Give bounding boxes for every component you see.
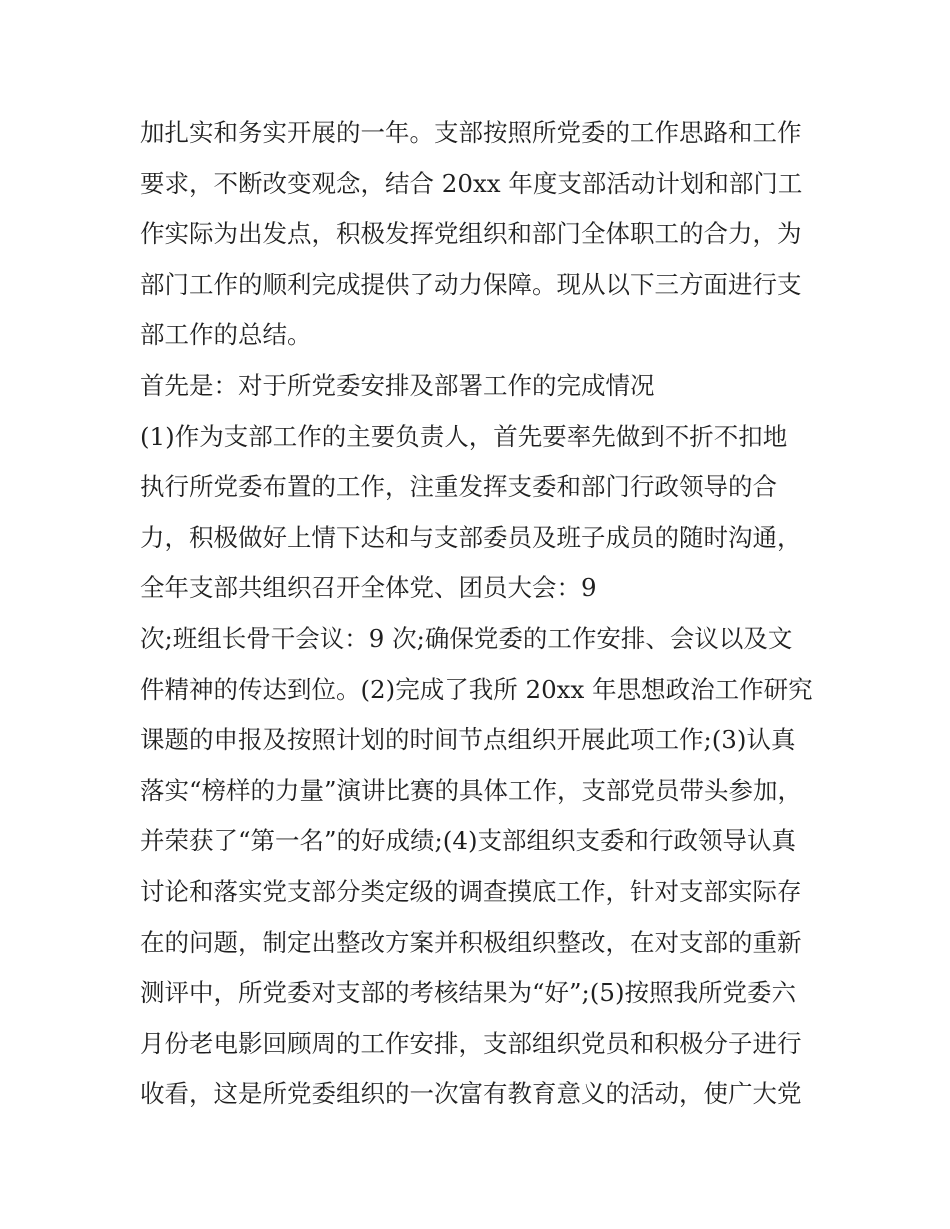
text-line-16: 讨论和落实党支部分类定级的调查摸底工作，针对支部实际存 (140, 876, 802, 906)
text-line-12: 件精神的传达到位。(2)完成了我所 20xx 年思想政治工作研究 (140, 674, 813, 704)
body-text (140, 108, 830, 1120)
section-heading: 首先是：对于所党委安排及部署工作的完成情况 (140, 370, 655, 400)
text-line-18: 测评中，所党委对支部的考核结果为“好”;(5)按照我所党委六 (140, 978, 797, 1008)
text-line-7: (1)作为支部工作的主要负责人，首先要率先做到不折不扣地 (140, 421, 788, 451)
text-line-13: 课题的申报及按照计划的时间节点组织开展此项工作;(3)认真 (140, 725, 796, 755)
text-line-3: 作实际为出发点，积极发挥党组织和部门全体职工的合力，为 (140, 219, 802, 249)
text-line-15: 并荣获了“第一名”的好成绩;(4)支部组织支委和行政领导认真 (140, 826, 797, 856)
text-line-17: 在的问题，制定出整改方案并积极组织整改，在对支部的重新 (140, 927, 802, 957)
text-line-19: 月份老电影回顾周的工作安排，支部组织党员和积极分子进行 (140, 1028, 802, 1058)
text-line-4: 部门工作的顺利完成提供了动力保障。现从以下三方面进行支 (140, 269, 802, 299)
text-line-8: 执行所党委布置的工作，注重发挥支委和部门行政领导的合 (140, 472, 777, 502)
text-line-11: 次;班组长骨干会议：9 次;确保党委的工作安排、会议以及文 (140, 623, 793, 653)
text-line-9: 力，积极做好上情下达和与支部委员及班子成员的随时沟通， (140, 522, 802, 552)
text-line-1: 加扎实和务实开展的一年。支部按照所党委的工作思路和工作 (140, 118, 802, 147)
text-line-20: 收看，这是所党委组织的一次富有教育意义的活动，使广大党 (140, 1079, 802, 1109)
text-line-14: 落实“榜样的力量”演讲比赛的具体工作，支部党员带头参加， (140, 775, 803, 805)
text-line-2: 要求，不断改变观念，结合 20xx 年度支部活动计划和部门工 (140, 168, 803, 198)
text-line-5: 部工作的总结。 (140, 320, 312, 350)
text-line-10: 全年支部共组织召开全体党、团员大会：9 (140, 573, 597, 603)
